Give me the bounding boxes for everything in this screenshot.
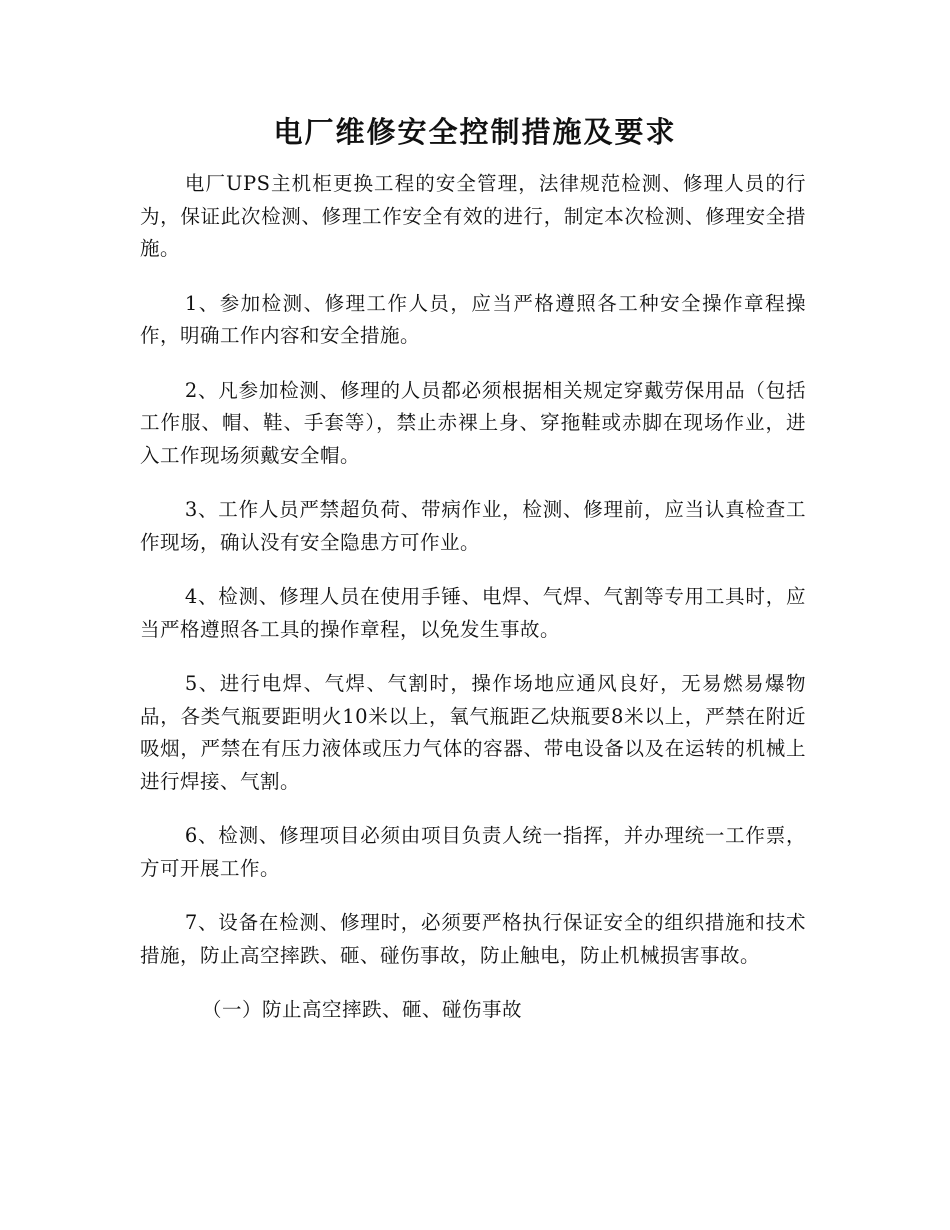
document-title: 电厂维修安全控制措施及要求 xyxy=(273,115,677,149)
item-3-paragraph: 3、工作人员严禁超负荷、带病作业，检测、修理前，应当认真检查工作现场，确认没有安全隐患方可作业。 xyxy=(140,498,806,554)
item-2-paragraph: 2、凡参加检测、修理的人员都必须根据相关规定穿戴劳保用品（包括工作服、帽、鞋、手套等），禁止赤裸上身、穿拖鞋或赤脚在现场作业，进入工作现场须戴安全帽。 xyxy=(140,378,806,467)
item-5-paragraph: 5、进行电焊、气焊、气割时，操作场地应通风良好，无易燃易爆物品，各类气瓶要距明火10米以上，氧气瓶距乙炔瓶要8米以上，严禁在附近吸烟，严禁在有压力液体或压力气体的容器、带电设备以及在运转的机械上进行焊接、气割。 xyxy=(140,672,806,793)
document-body xyxy=(140,168,806,1027)
item-7-paragraph: 7、设备在检测、修理时，必须要严格执行保证安全的组织措施和技术措施，防止高空摔跌、砸、碰伤事故，防止触电，防止机械损害事故。 xyxy=(140,911,806,967)
item-1-paragraph: 1、参加检测、修理工作人员，应当严格遵照各工种安全操作章程操作，明确工作内容和安全措施。 xyxy=(140,291,806,347)
section-subheading: （一）防止高空摔跌、砸、碰伤事故 xyxy=(202,998,523,1021)
item-6-paragraph: 6、检测、修理项目必须由项目负责人统一指挥，并办理统一工作票，方可开展工作。 xyxy=(140,824,806,880)
intro-paragraph: 电厂UPS主机柜更换工程的安全管理，法律规范检测、修理人员的行为，保证此次检测、修理工作安全有效的进行，制定本次检测、修理安全措施。 xyxy=(140,172,806,260)
item-4-paragraph: 4、检测、修理人员在使用手锤、电焊、气焊、气割等专用工具时，应当严格遵照各工具的操作章程，以免发生事故。 xyxy=(140,585,806,641)
